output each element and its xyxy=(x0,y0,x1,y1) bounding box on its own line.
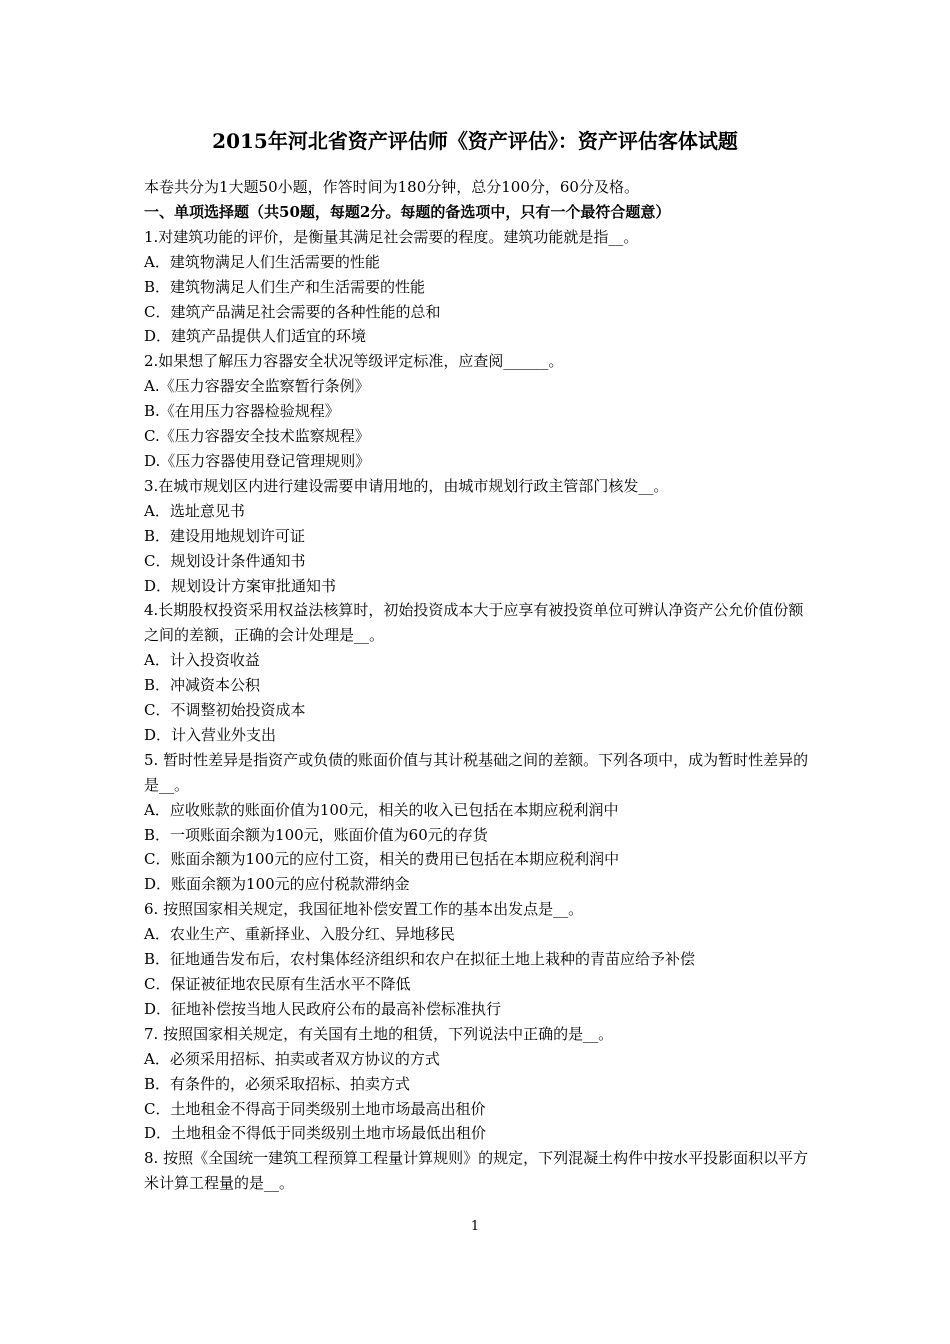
question-option: A.《压力容器安全监察暂行条例》 xyxy=(144,377,370,396)
document-title: 2015年河北省资产评估师《资产评估》：资产评估客体试题 xyxy=(212,129,738,153)
question-block xyxy=(144,225,814,350)
question-option: B．征地通告发布后，农村集体经济组织和农户在拟征土地上栽种的青苗应给予补偿 xyxy=(144,950,696,969)
question-option: D．规划设计方案审批通知书 xyxy=(144,576,337,595)
question-option: D．土地租金不得低于同类级别土地市场最低出租价 xyxy=(144,1124,487,1143)
question-stem: 2.如果想了解压力容器安全状况等级评定标准，应查阅______。 xyxy=(144,352,564,371)
question-block xyxy=(144,1022,814,1147)
question-stem: 8. 按照《全国统一建筑工程预算工程量计算规则》的规定，下列混凝土构件中按水平投影面积以平方米计算工程量的是__。 xyxy=(144,1149,809,1193)
question-stem: 4.长期股权投资采用权益法核算时，初始投资成本大于应享有被投资单位可辨认净资产公允价值份额之间的差额，正确的会计处理是__。 xyxy=(144,601,804,645)
document-body xyxy=(144,175,814,1196)
question-option: B.《在用压力容器检验规程》 xyxy=(144,402,340,421)
question-option: B．冲减资本公积 xyxy=(144,676,261,695)
question-option: B．建设用地规划许可证 xyxy=(144,526,306,545)
question-option: C．土地租金不得高于同类级别土地市场最高出租价 xyxy=(144,1099,486,1118)
question-stem: 6. 按照国家相关规定，我国征地补偿安置工作的基本出发点是__。 xyxy=(144,900,584,919)
question-stem: 7. 按照国家相关规定，有关国有土地的租赁，下列说法中正确的是__。 xyxy=(144,1024,614,1043)
question-stem: 1.对建筑功能的评价，是衡量其满足社会需要的程度。建筑功能就是指__。 xyxy=(144,227,639,246)
question-option: A．应收账款的账面价值为100元，相关的收入已包括在本期应税利润中 xyxy=(144,800,619,819)
question-option: B．有条件的，必须采取招标、拍卖方式 xyxy=(144,1074,411,1093)
question-block xyxy=(144,349,814,474)
question-block xyxy=(144,748,814,897)
question-stem: 5. 暂时性差异是指资产或负债的账面价值与其计税基础之间的差额。下列各项中，成为暂时性差异的是__。 xyxy=(144,750,809,794)
question-option: D．征地补偿按当地人民政府公布的最高补偿标准执行 xyxy=(144,999,502,1018)
section-heading: 一、单项选择题（共50题，每题2分。每题的备选项中，只有一个最符合题意） xyxy=(144,202,671,221)
question-option: A．必须采用招标、拍卖或者双方协议的方式 xyxy=(144,1049,440,1068)
question-option: A．计入投资收益 xyxy=(144,651,260,670)
page-number: 1 xyxy=(470,1219,480,1234)
question-option: C．规划设计条件通知书 xyxy=(144,551,306,570)
question-option: A．农业生产、重新择业、入股分红、异地移民 xyxy=(144,925,455,944)
question-option: D.《压力容器使用登记管理规则》 xyxy=(144,451,371,470)
question-option: C．账面余额为100元的应付工资，相关的费用已包括在本期应税利润中 xyxy=(144,850,620,869)
question-stem: 3.在城市规划区内进行建设需要申请用地的，由城市规划行政主管部门核发__。 xyxy=(144,476,669,495)
question-option: C．不调整初始投资成本 xyxy=(144,701,306,720)
question-option: B．建筑物满足人们生产和生活需要的性能 xyxy=(144,277,426,296)
question-block xyxy=(144,897,814,1022)
question-block xyxy=(144,474,814,599)
question-option: D．账面余额为100元的应付税款滞纳金 xyxy=(144,875,410,894)
question-option: A．选址意见书 xyxy=(144,501,245,520)
question-option: C．保证被征地农民原有生活水平不降低 xyxy=(144,975,411,993)
question-option: C．建筑产品满足社会需要的各种性能的总和 xyxy=(144,302,441,321)
question-option: C.《压力容器安全技术监察规程》 xyxy=(144,427,370,446)
question-block xyxy=(144,1146,814,1196)
question-block xyxy=(144,598,814,747)
question-option: D．建筑产品提供人们适宜的环境 xyxy=(144,327,367,346)
question-option: A．建筑物满足人们生活需要的性能 xyxy=(144,252,380,271)
exam-intro: 本卷共分为1大题50小题，作答时间为180分钟，总分100分，60分及格。 xyxy=(144,178,639,196)
question-option: B．一项账面余额为100元，账面价值为60元的存货 xyxy=(144,825,488,844)
question-option: D．计入营业外支出 xyxy=(144,725,277,744)
